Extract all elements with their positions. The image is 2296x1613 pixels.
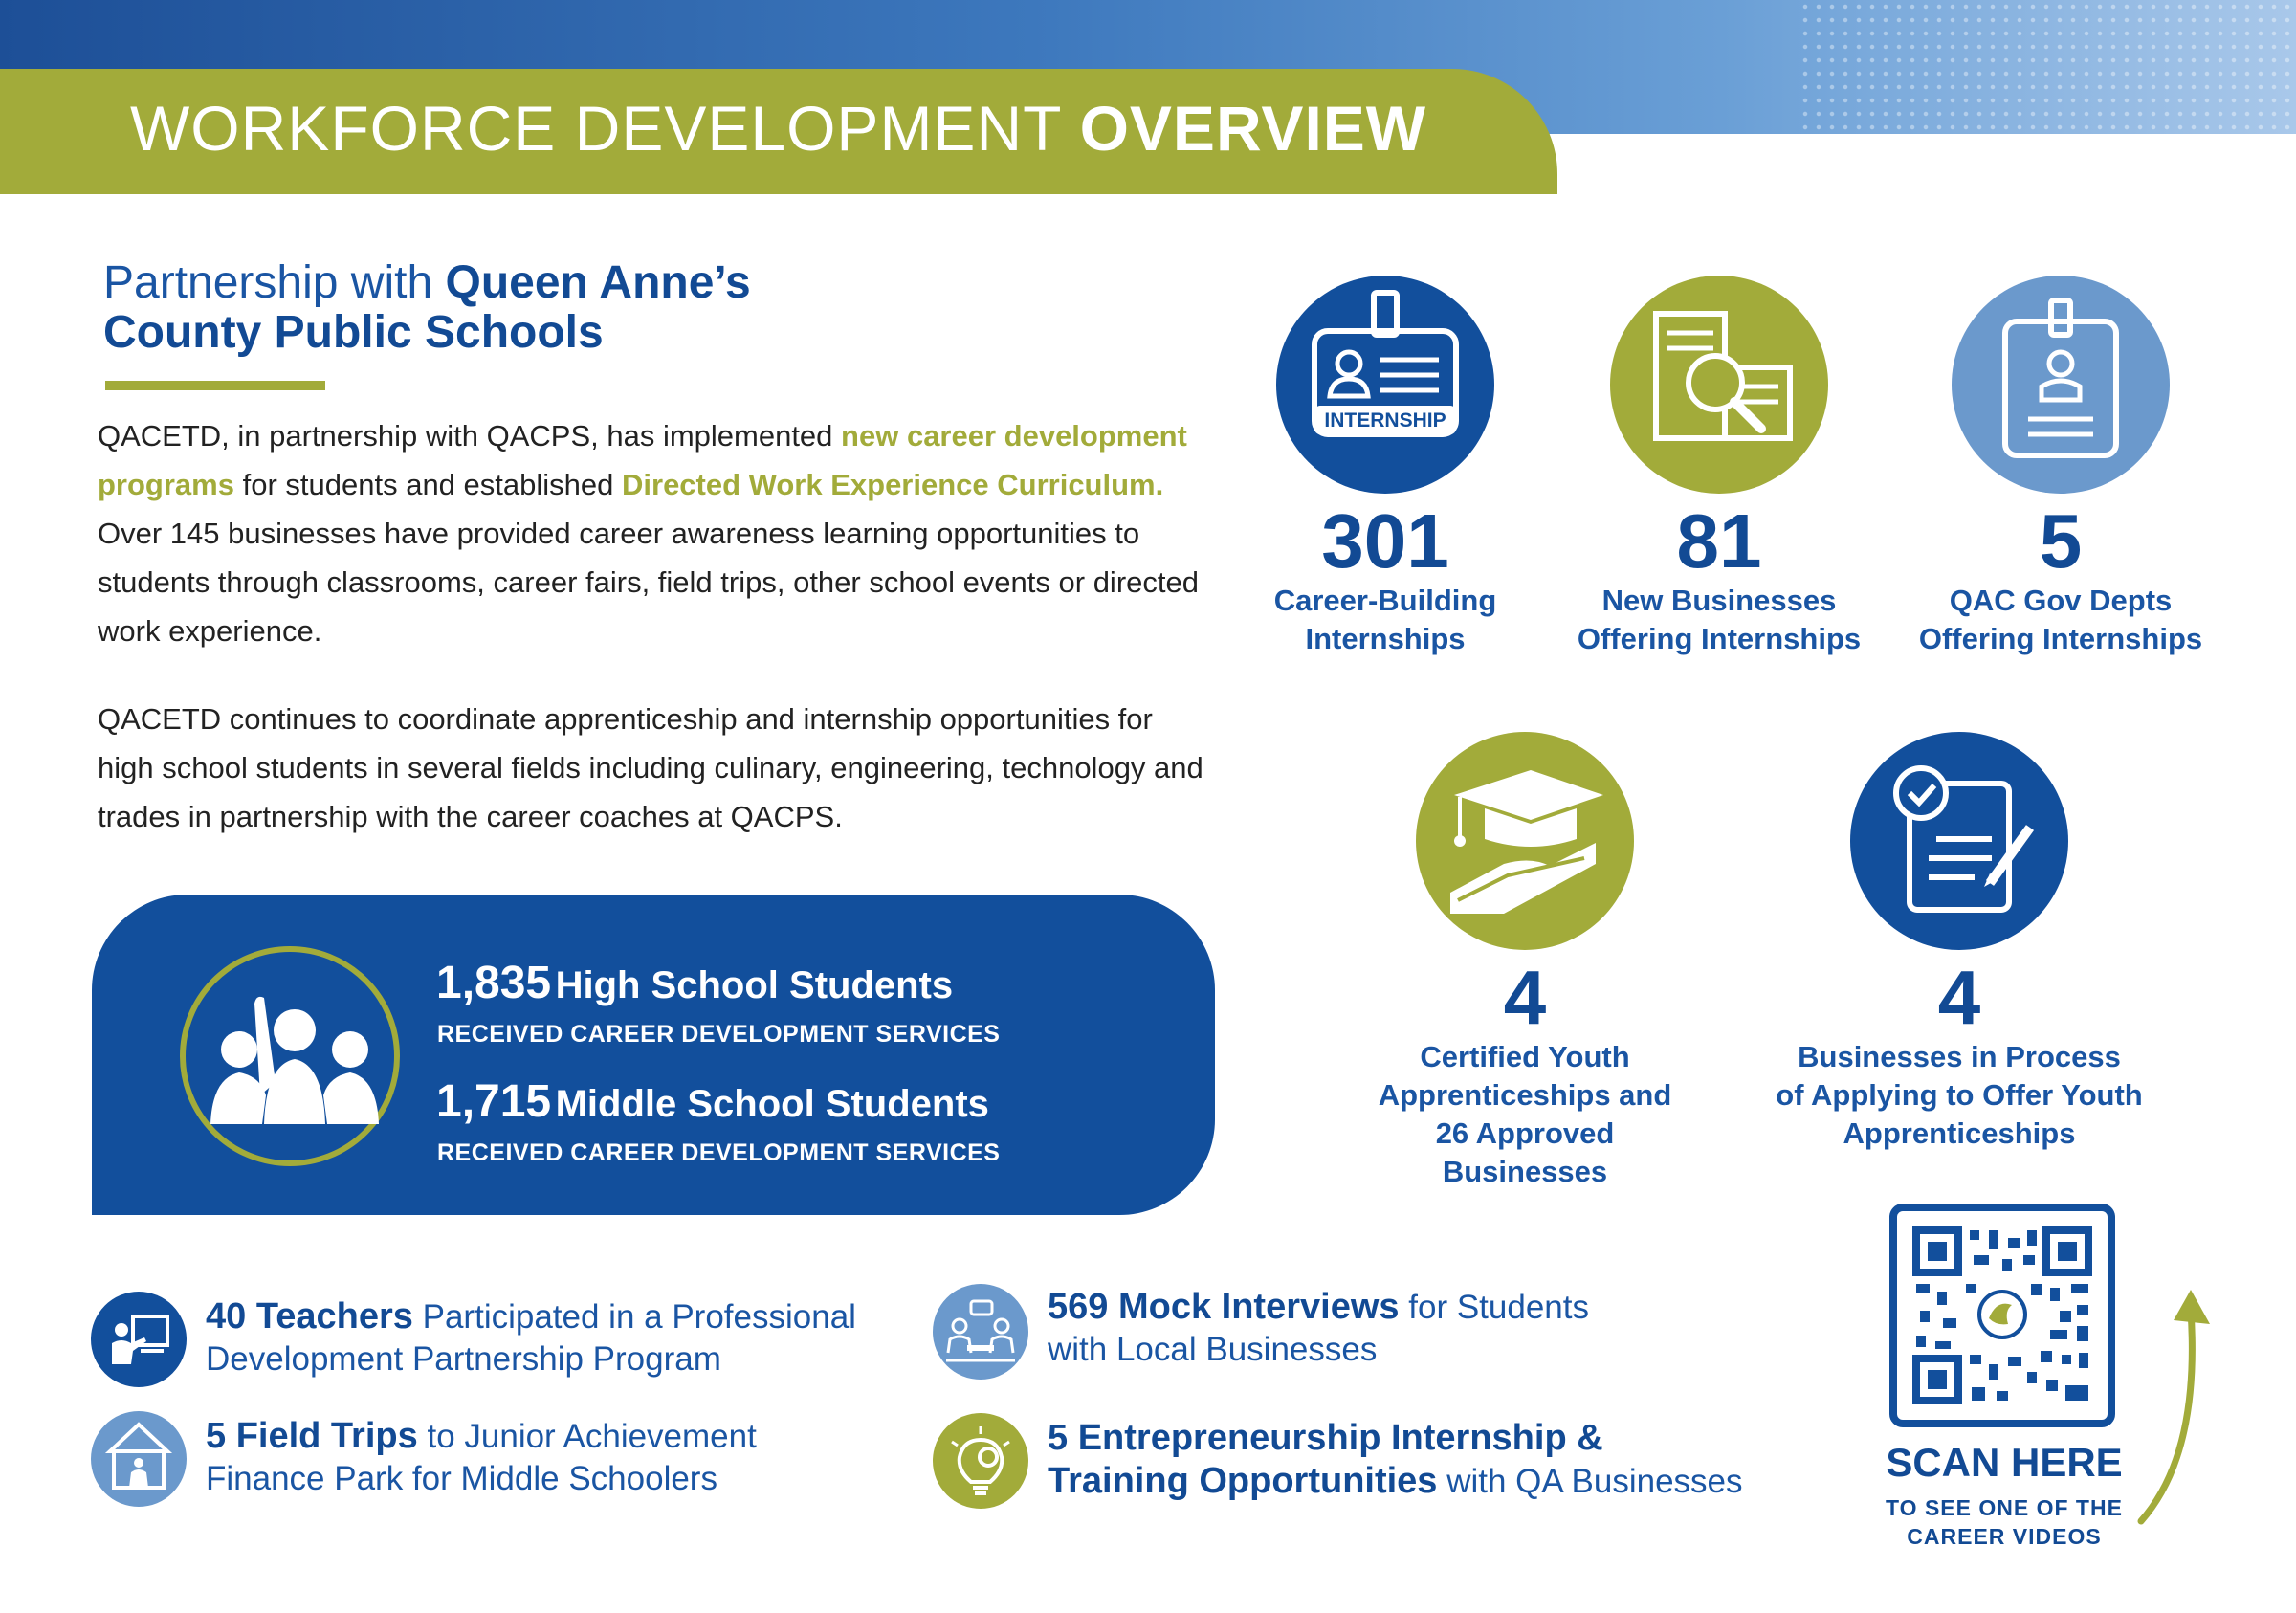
lightbulb-gear-icon xyxy=(933,1413,1028,1509)
students-group-icon xyxy=(199,990,390,1134)
stat-new-businesses xyxy=(1556,276,1882,658)
middle-school-subtext: RECEIVED CAREER DEVELOPMENT SERVICES xyxy=(437,1139,1001,1166)
stat-label: Businesses in Process of Applying to Offer Youth Apprenticeships xyxy=(1776,1040,2143,1150)
item-text: 569 Mock Interviews for Students with Local Businesses xyxy=(1048,1287,1589,1368)
high-school-students: 1,835 High School Students xyxy=(436,958,954,1008)
qr-code-pattern-icon xyxy=(1897,1211,2108,1420)
stat-certified-apprenticeships xyxy=(1362,732,1688,1191)
curved-arrow-icon xyxy=(2133,1282,2239,1531)
item-text: 5 Entrepreneurship Internship & Training Opportunities with QA Businesses xyxy=(1048,1418,1743,1501)
internship-badge-icon xyxy=(1276,276,1494,494)
stat-value: 5 xyxy=(2039,498,2083,584)
item-text: 40 Teachers Participated in a Professional Development Partnership Program xyxy=(206,1296,856,1378)
business-search-icon xyxy=(1610,276,1828,494)
graduation-cap-book-icon xyxy=(1416,732,1634,950)
scan-subtitle: TO SEE ONE OF THE CAREER VIDEOS xyxy=(1886,1495,2123,1549)
stat-label: QAC Gov Depts Offering Internships xyxy=(1918,584,2203,655)
stat-businesses-in-process xyxy=(1758,732,2160,1153)
interview-icon xyxy=(933,1284,1028,1380)
stat-value: 301 xyxy=(1321,498,1449,584)
header-dot-pattern xyxy=(1799,0,2296,153)
paragraph-apprenticeships: QACETD continues to coordinate apprenticeship and internship opportunities for high school students in several fields including culinary, engineering, technology and trades in partnership with the career coaches at QACPS. xyxy=(98,702,1203,833)
section-title: Partnership with Queen Anne’s County Public Schools xyxy=(103,257,751,358)
stat-value: 4 xyxy=(1937,955,1981,1040)
students-panel xyxy=(92,895,1215,1215)
stat-label: Career-Building Internships xyxy=(1273,584,1497,655)
stat-label: Certified Youth Apprenticeships and 26 Approved Businesses xyxy=(1378,1040,1672,1188)
stat-value: 81 xyxy=(1676,498,1762,584)
title-underline xyxy=(105,381,325,390)
middle-school-students: 1,715 Middle School Students xyxy=(436,1076,989,1127)
field-trip-building-icon xyxy=(91,1411,187,1507)
page-title: WORKFORCE DEVELOPMENT OVERVIEW xyxy=(130,93,1427,164)
internship-badge-text: INTERNSHIP xyxy=(1324,409,1446,431)
id-badge-icon xyxy=(1952,276,2170,494)
stat-internships xyxy=(1223,276,1548,658)
stat-value: 4 xyxy=(1503,955,1547,1040)
stat-label: New Businesses Offering Internships xyxy=(1577,584,1862,655)
checklist-document-icon xyxy=(1850,732,2068,950)
high-school-subtext: RECEIVED CAREER DEVELOPMENT SERVICES xyxy=(437,1021,1001,1048)
scan-title: SCAN HERE xyxy=(1886,1440,2123,1485)
item-text: 5 Field Trips to Junior Achievement Finance Park for Middle Schoolers xyxy=(206,1416,757,1497)
stat-gov-depts xyxy=(1898,276,2223,658)
teacher-board-icon xyxy=(91,1292,187,1387)
paragraph-programs: QACETD, in partnership with QACPS, has implemented new career development programs for students and established Directed Work Experience Curriculum. Over 145 businesses have provided career awareness learning opportunities to students through classrooms, career fairs, field trips, other school events or directed work experience. xyxy=(98,419,1199,648)
qr-code[interactable] xyxy=(1889,1204,2115,1427)
